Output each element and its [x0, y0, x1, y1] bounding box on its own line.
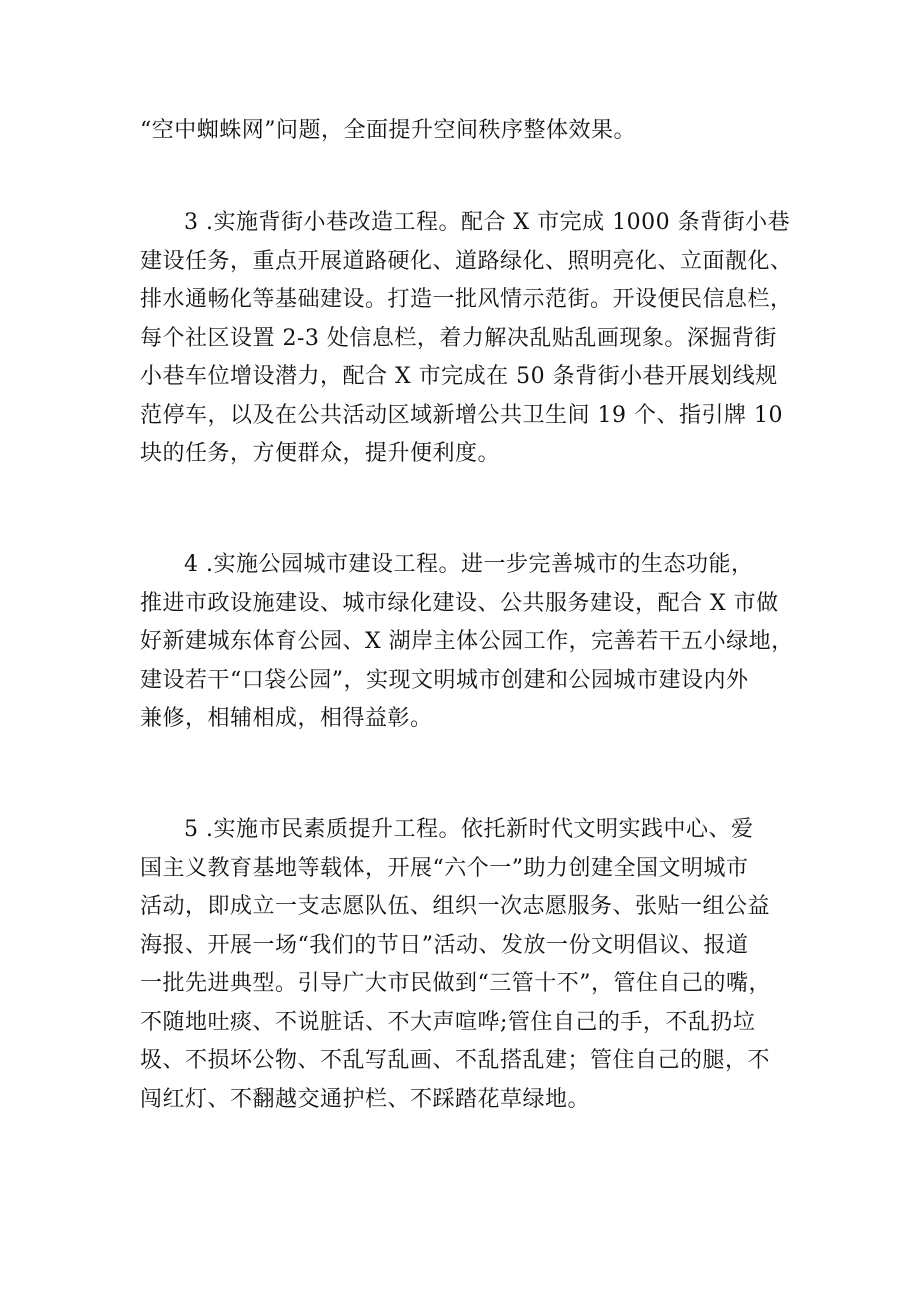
- text-line: 活动，即成立一支志愿队伍、组织一次志愿服务、张贴一组公益: [140, 894, 771, 919]
- text-line: 海报、开展一场“我们的节日”活动、发放一份文明倡议、报道: [140, 932, 749, 958]
- text-line: 范停车，以及在公共活动区域新增公共卫生间 19 个、指引牌 10: [140, 402, 783, 428]
- text-line: 块的任务，方便群众，提升便利度。: [140, 441, 501, 466]
- text-line: 每个社区设置 2-3 处信息栏，着力解决乱贴乱画现象。深掘背街: [140, 325, 777, 351]
- text-line: 一批先进典型。引导广大市民做到“三管十不”，管住自己的嘴，: [140, 971, 771, 996]
- text-line: 5 .实施市民素质提升工程。依托新时代文明实践中心、爱: [184, 817, 754, 842]
- text-line: 建设任务，重点开展道路硬化、道路绿化、照明亮化、立面靓化、: [140, 248, 793, 274]
- paragraph-item-5: [140, 811, 785, 1119]
- text-line: 建设若干“口袋公园”，实现文明城市创建和公园城市建设内外: [140, 667, 749, 693]
- text-line: 4 .实施公园城市建设工程。进一步完善城市的生态功能，: [184, 552, 754, 577]
- text-line: 兼修，相辅相成，相得益彰。: [140, 706, 433, 731]
- text-line: 排水通畅化等基础建设。打造一批风情示范街。开设便民信息栏，: [140, 287, 793, 312]
- text-line: “空中蜘蛛网”问题，全面提升空间秩序整体效果。: [140, 118, 636, 143]
- paragraph-continuation: [140, 112, 785, 151]
- text-line: 圾、不损坏公物、不乱写乱画、不乱搭乱建；管住自己的腿，不: [140, 1048, 771, 1073]
- text-line: 小巷车位增设潜力，配合 X 市完成在 50 条背街小巷开展划线规: [140, 364, 778, 389]
- text-line: 闯红灯、不翻越交通护栏、不踩踏花草绿地。: [140, 1086, 591, 1112]
- text-line: 国主义教育基地等载体，开展“六个一”助力创建全国文明城市: [140, 855, 749, 881]
- text-line: 好新建城东体育公园、X 湖岸主体公园工作，完善若干五小绿地，: [140, 629, 794, 654]
- text-line: 不随地吐痰、不说脏话、不大声喧哗;管住自己的手，不乱扔垃: [140, 1009, 756, 1035]
- text-line: 3 .实施背街小巷改造工程。配合 X 市完成 1000 条背街小巷: [184, 210, 791, 235]
- paragraph-item-4: [140, 546, 794, 739]
- paragraph-item-3: [140, 204, 793, 474]
- text-line: 推进市政设施建设、城市绿化建设、公共服务建设，配合 X 市做: [140, 590, 779, 616]
